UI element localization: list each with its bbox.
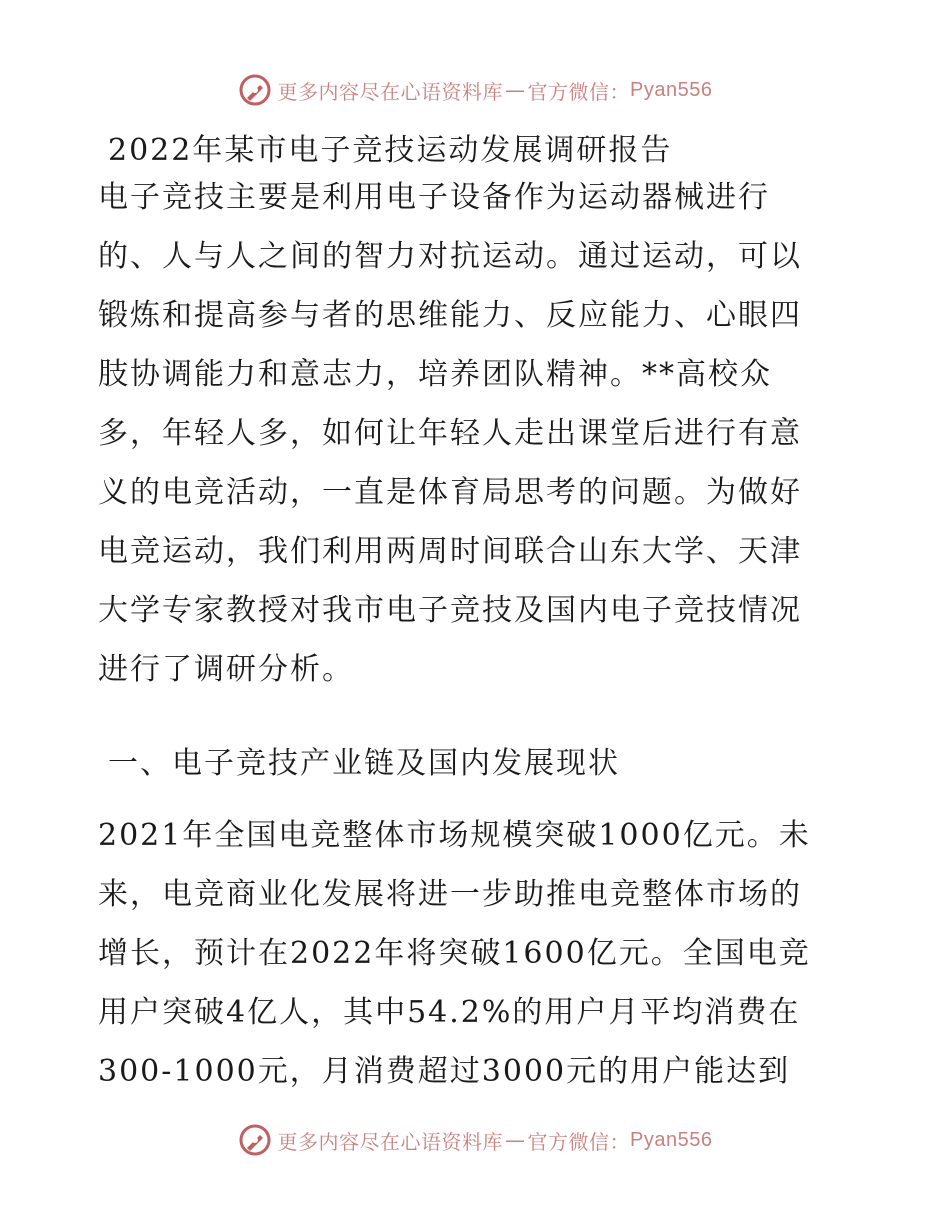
pen-logo-icon: [238, 73, 272, 107]
text-line: 锻炼和提高参与者的思维能力、反应能力、心眼四: [98, 298, 802, 333]
pen-logo-icon: [238, 1123, 272, 1157]
watermark-text: 更多内容尽在心语资料库: [277, 1129, 504, 1154]
watermark-id: Pyan556: [630, 1128, 713, 1151]
watermark-header: [0, 70, 950, 110]
text-line: 来，电竞商业化发展将进一步助推电竞整体市场的: [98, 877, 802, 912]
text-line: 义的电竞活动，一直是体育局思考的问题。为做好: [98, 475, 802, 510]
text-line: 增长，预计在2022年将突破1600亿元。全国电竞: [98, 936, 811, 971]
text-line: 进行了调研分析。: [98, 652, 354, 687]
text-line: 2021年全国电竞整体市场规模突破1000亿元。未: [98, 818, 811, 853]
text-line: 300-1000元，月消费超过3000元的用户能达到: [98, 1054, 791, 1089]
watermark-dash: —: [505, 78, 526, 102]
watermark-text: 更多内容尽在心语资料库: [277, 79, 504, 104]
watermark-dash: —: [505, 1128, 526, 1152]
watermark-label: 官方微信：: [527, 79, 631, 104]
watermark-footer: [0, 1120, 950, 1160]
text-line: 的、人与人之间的智力对抗运动。通过运动，可以: [98, 239, 802, 274]
watermark-id: Pyan556: [630, 78, 713, 101]
section-heading: 一、电子竞技产业链及国内发展现状: [108, 746, 620, 781]
text-line: 电子竞技主要是利用电子设备作为运动器械进行: [98, 180, 770, 215]
text-line: 用户突破4亿人，其中54.2%的用户月平均消费在: [98, 995, 801, 1030]
text-line: 肢协调能力和意志力，培养团队精神。**高校众: [98, 357, 772, 392]
text-line: 电竞运动，我们利用两周时间联合山东大学、天津: [98, 534, 802, 569]
paragraph-market: [98, 806, 850, 1101]
document-title: 2022年某市电子竞技运动发展调研报告: [108, 133, 673, 168]
watermark-label: 官方微信：: [527, 1129, 631, 1154]
text-line: 大学专家教授对我市电子竞技及国内电子竞技情况: [98, 593, 802, 628]
paragraph-intro: [98, 168, 850, 699]
text-line: 多，年轻人多，如何让年轻人走出课堂后进行有意: [98, 416, 802, 451]
